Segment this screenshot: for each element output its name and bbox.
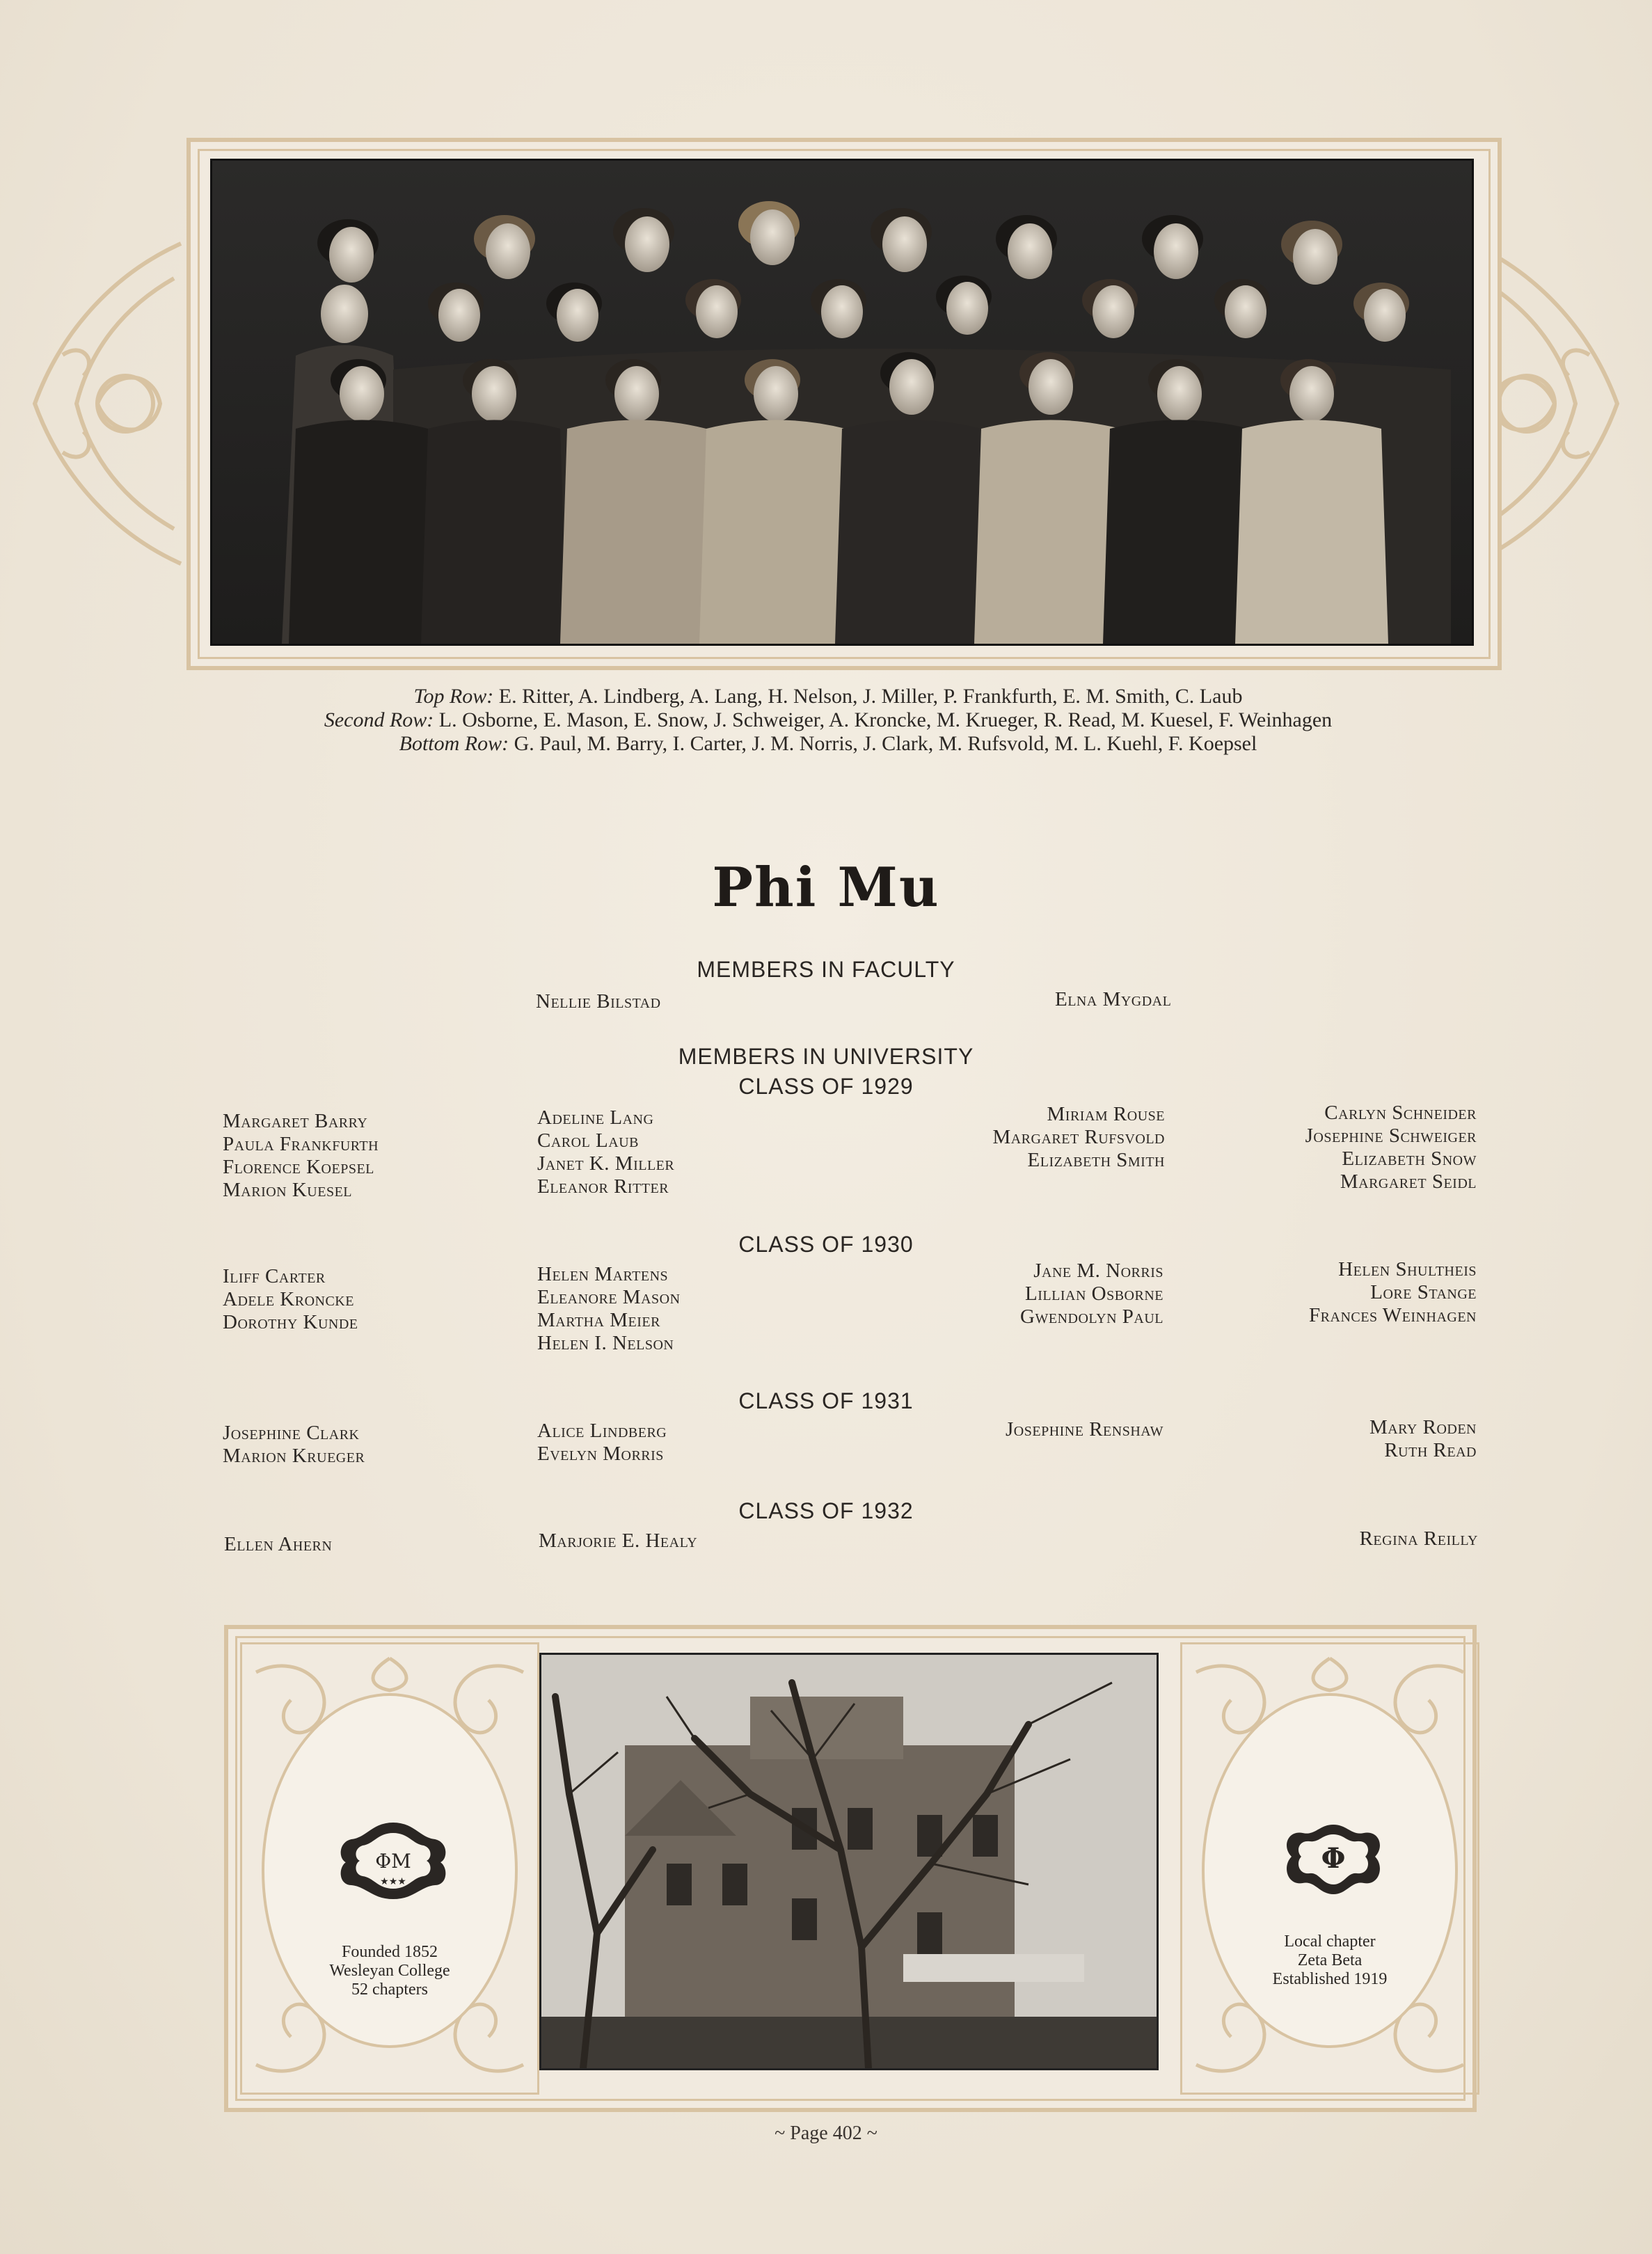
caption-bottom-names: G. Paul, M. Barry, I. Carter, J. M. Norris, J. Clark, M. Rufsvold, M. L. Kuehl, F. Koepsel (509, 732, 1257, 755)
page-number: ~ Page 402 ~ (775, 2122, 877, 2144)
photo-caption (209, 685, 1447, 756)
member-name: Lillian Osborne (1025, 1283, 1163, 1305)
phi-mu-badge-icon (337, 1818, 449, 1901)
group-photo-figures (212, 161, 1472, 644)
founding-panel (240, 1642, 539, 2095)
local-chapter-line: Established 1919 (1272, 1970, 1388, 1988)
caption-second-row (209, 708, 1447, 732)
member-name: Frances Weinhagen (1309, 1304, 1477, 1326)
member-name: Carol Laub (537, 1129, 639, 1152)
member-name: Helen I. Nelson (537, 1332, 674, 1354)
member-name: Marion Kuesel (223, 1179, 353, 1201)
class-heading: CLASS OF 1932 (738, 1498, 914, 1523)
member-name: Helen Shultheis (1338, 1258, 1477, 1280)
member-name: Dorothy Kunde (223, 1311, 358, 1333)
founding-info (264, 1943, 515, 1999)
member-name: Gwendolyn Paul (1020, 1305, 1163, 1328)
member-name: Adele Kroncke (223, 1288, 354, 1310)
founding-oval (262, 1693, 518, 2048)
member-name: Helen Martens (537, 1263, 669, 1285)
class-1931-col-2 (537, 1420, 667, 1466)
class-1929-col-1 (223, 1110, 379, 1202)
member-name: Eleanor Ritter (537, 1175, 669, 1198)
local-chapter-panel (1180, 1642, 1479, 2095)
class-heading: CLASS OF 1930 (738, 1232, 914, 1257)
founding-line: Founded 1852 (342, 1943, 438, 1961)
member-name: Janet K. Miller (537, 1152, 675, 1175)
member-name: Ruth Read (1384, 1439, 1477, 1461)
class-1929-col-3 (992, 1103, 1165, 1172)
member-name: Iliff Carter (223, 1265, 326, 1287)
left-scroll-ornament (21, 230, 188, 578)
faculty-name: Nellie Bilstad (536, 990, 661, 1013)
chapter-house-illustration (541, 1655, 1157, 2068)
crest-letter: Φ (1321, 1842, 1346, 1875)
faculty-heading: MEMBERS IN FACULTY (697, 957, 955, 982)
member-name: Carlyn Schneider (1324, 1102, 1477, 1124)
faculty-name: Elna Mygdal (1055, 988, 1172, 1010)
member-name: Elizabeth Snow (1342, 1148, 1477, 1170)
member-name: Margaret Seidl (1340, 1170, 1477, 1193)
class-1931-col-3 (1006, 1418, 1163, 1441)
caption-top-label: Top Row: (413, 685, 494, 708)
caption-top-row (209, 685, 1447, 708)
group-photo (210, 159, 1474, 646)
member-name: Josephine Schweiger (1305, 1125, 1477, 1147)
university-heading: MEMBERS IN UNIVERSITY (678, 1044, 974, 1069)
class-1929-col-4 (1305, 1102, 1477, 1193)
class-1932-col-2 (539, 1530, 697, 1553)
phi-crest-icon (1278, 1818, 1389, 1901)
class-1932-col-4 (1360, 1527, 1478, 1550)
local-chapter-oval (1202, 1693, 1458, 2048)
caption-second-names: L. Osborne, E. Mason, E. Snow, J. Schweiger, A. Kroncke, M. Krueger, R. Read, M. Kuesel, F. Weinhagen (434, 708, 1333, 731)
caption-second-label: Second Row: (324, 708, 434, 731)
member-name: Regina Reilly (1359, 1527, 1478, 1550)
member-name: Ellen Ahern (224, 1533, 333, 1555)
member-name: Marion Krueger (223, 1445, 365, 1467)
member-name: Jane M. Norris (1033, 1260, 1163, 1282)
class-1929-col-2 (537, 1106, 674, 1198)
class-1931-col-1 (223, 1422, 365, 1468)
caption-top-names: E. Ritter, A. Lindberg, A. Lang, H. Nelson, J. Miller, P. Frankfurth, E. M. Smith, C. Laub (493, 685, 1243, 708)
founding-line: Wesleyan College (329, 1962, 450, 1980)
class-heading: CLASS OF 1931 (738, 1388, 914, 1413)
class-1930-col-4 (1309, 1258, 1477, 1327)
class-1932-col-1 (224, 1533, 332, 1556)
member-name: Margaret Rufsvold (992, 1126, 1165, 1148)
member-name: Elizabeth Smith (1027, 1149, 1165, 1171)
class-1930-col-3 (1020, 1260, 1163, 1328)
class-1930-col-2 (537, 1263, 681, 1355)
member-name: Margaret Barry (223, 1110, 368, 1132)
member-name: Adeline Lang (537, 1106, 654, 1129)
member-name: Martha Meier (537, 1309, 660, 1331)
member-name: Miriam Rouse (1047, 1103, 1165, 1125)
caption-bottom-row (209, 732, 1447, 756)
chapter-house-photo (539, 1653, 1159, 2070)
svg-text:★★★: ★★★ (380, 1876, 406, 1887)
member-name: Josephine Clark (223, 1422, 360, 1444)
class-1931-col-4 (1369, 1416, 1477, 1462)
member-name: Eleanore Mason (537, 1286, 681, 1308)
member-name: Marjorie E. Healy (539, 1530, 698, 1552)
member-name: Josephine Renshaw (1006, 1418, 1163, 1441)
member-name: Florence Koepsel (223, 1156, 374, 1178)
class-1930-col-1 (223, 1265, 358, 1334)
local-chapter-line: Zeta Beta (1297, 1951, 1363, 1969)
local-chapter-info (1205, 1932, 1455, 1989)
member-name: Lore Stange (1370, 1281, 1477, 1303)
badge-letters: ΦΜ (375, 1850, 411, 1873)
caption-bottom-label: Bottom Row: (399, 732, 509, 755)
class-heading: CLASS OF 1929 (738, 1074, 914, 1099)
member-name: Alice Lindberg (537, 1420, 667, 1442)
member-name: Paula Frankfurth (223, 1133, 379, 1155)
member-name: Mary Roden (1369, 1416, 1477, 1438)
founding-line: 52 chapters (351, 1981, 428, 1999)
chapter-title: Phi Mu (712, 856, 940, 919)
local-chapter-line: Local chapter (1284, 1932, 1376, 1951)
member-name: Evelyn Morris (537, 1443, 664, 1465)
